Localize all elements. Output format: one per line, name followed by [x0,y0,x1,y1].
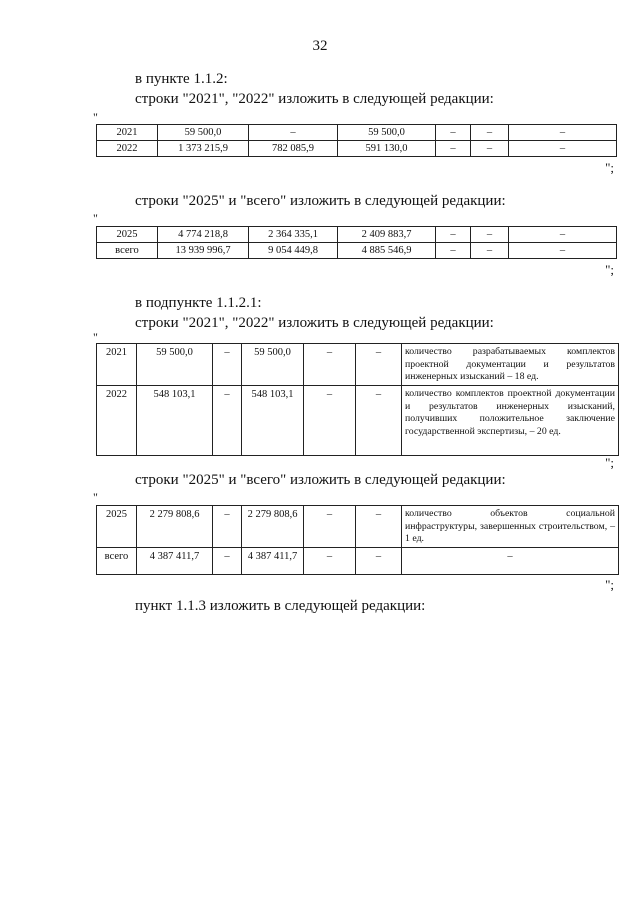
section1-quote-close: "; [605,160,614,175]
indicator-cell: количество комплектов проектной документации и результатов инженерных изысканий, получивших положительное заключение государственной экспертизы, – 20 ед. [402,386,619,456]
section5-instruction: пункт 1.1.3 изложить в следующей редакции: [135,598,426,614]
section4-instruction: строки "2025" и "всего" изложить в следующей редакции: [135,472,506,488]
value-cell: – [471,227,509,243]
value-cell: – [213,506,242,548]
value-cell: – [213,344,242,386]
table-row [97,243,617,259]
value-cell: – [509,141,617,157]
value-cell: 591 130,0 [338,141,436,157]
value-cell: – [402,548,619,575]
table-row [97,386,619,456]
value-cell: – [356,548,402,575]
table-row [97,141,617,157]
year-cell: 2022 [97,386,137,456]
value-cell: – [213,548,242,575]
value-cell: – [436,243,471,259]
table-row [97,227,617,243]
value-cell: 4 885 546,9 [338,243,436,259]
year-cell: всего [97,548,137,575]
section1-quote-open: " [93,110,98,124]
value-cell: – [356,344,402,386]
section4-quote-close: "; [605,577,614,592]
value-cell: – [304,344,356,386]
value-cell: – [471,125,509,141]
value-cell: – [436,141,471,157]
section4-quote-open: " [93,490,98,504]
table-row [97,548,619,575]
year-cell: всего [97,243,158,259]
value-cell: – [304,386,356,456]
value-cell: – [436,125,471,141]
section3-heading: в подпункте 1.1.2.1: [135,295,262,311]
value-cell: – [509,243,617,259]
value-cell: – [436,227,471,243]
value-cell: – [304,548,356,575]
value-cell: 548 103,1 [137,386,213,456]
section3-instruction: строки "2021", "2022" изложить в следующей редакции: [135,315,494,331]
section1-heading: в пункте 1.1.2: [135,71,228,87]
value-cell: 4 387 411,7 [242,548,304,575]
value-cell: – [471,141,509,157]
value-cell: 59 500,0 [137,344,213,386]
value-cell: – [356,386,402,456]
section3-quote-close: "; [605,455,614,470]
value-cell: 1 373 215,9 [158,141,249,157]
value-cell: 59 500,0 [158,125,249,141]
page-number: 32 [312,38,328,54]
value-cell: – [249,125,338,141]
value-cell: – [509,125,617,141]
section1-table [96,124,617,157]
year-cell: 2025 [97,506,137,548]
indicator-cell: количество разрабатываемых комплектов проектной документации и результатов инженерных изысканий – 18 ед. [402,344,619,386]
value-cell: 2 364 335,1 [249,227,338,243]
table-row [97,344,619,386]
value-cell: – [509,227,617,243]
table-row [97,506,619,548]
value-cell: 13 939 996,7 [158,243,249,259]
value-cell: 4 774 218,8 [158,227,249,243]
value-cell: 4 387 411,7 [137,548,213,575]
section2-instruction: строки "2025" и "всего" изложить в следующей редакции: [135,193,506,209]
value-cell: 2 409 883,7 [338,227,436,243]
value-cell: – [304,506,356,548]
section3-quote-open: " [93,330,98,344]
value-cell: 2 279 808,6 [137,506,213,548]
section2-table [96,226,617,259]
indicator-cell: количество объектов социальной инфраструктуры, завершенных строительством, – 1 ед. [402,506,619,548]
value-cell: 548 103,1 [242,386,304,456]
value-cell: – [356,506,402,548]
year-cell: 2021 [97,344,137,386]
year-cell: 2025 [97,227,158,243]
section3-table [96,343,619,456]
year-cell: 2021 [97,125,158,141]
value-cell: 59 500,0 [338,125,436,141]
value-cell: – [471,243,509,259]
section4-table [96,505,619,575]
value-cell: – [213,386,242,456]
table-row [97,125,617,141]
section1-instruction: строки "2021", "2022" изложить в следующей редакции: [135,91,494,107]
year-cell: 2022 [97,141,158,157]
value-cell: 59 500,0 [242,344,304,386]
section2-quote-open: " [93,211,98,225]
section2-quote-close: "; [605,262,614,277]
value-cell: 9 054 449,8 [249,243,338,259]
value-cell: 782 085,9 [249,141,338,157]
value-cell: 2 279 808,6 [242,506,304,548]
